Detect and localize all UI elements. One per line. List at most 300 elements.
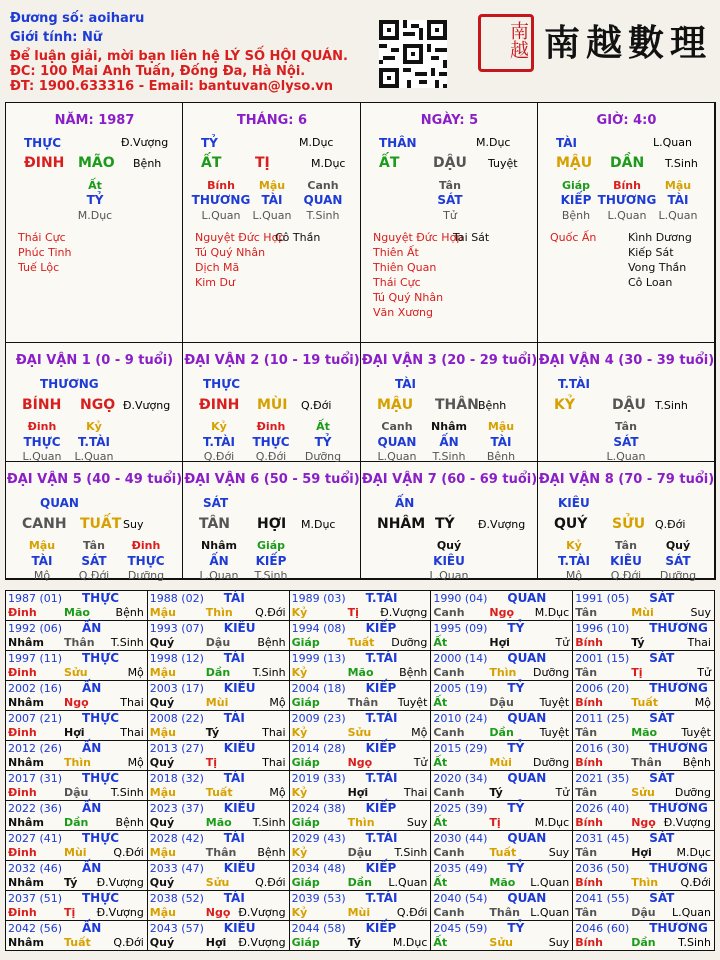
year-stage: Thai xyxy=(687,636,711,649)
pillar-title: GIỜ: 4:0 xyxy=(596,113,657,128)
year-branch: Tị xyxy=(489,816,501,829)
year-label: 2038 (52) xyxy=(149,892,204,905)
year-cell xyxy=(147,890,290,921)
hidden-stem: Nhâm xyxy=(431,420,467,433)
year-label: 2033 (47) xyxy=(149,862,204,875)
hidden-stem: Nhâm xyxy=(201,539,237,552)
year-ten-god: SÁT xyxy=(649,771,675,785)
owner-name: Đương số: aoiharu xyxy=(10,11,145,26)
ten-god-label: THƯƠNG xyxy=(40,377,99,391)
ten-god-label: TÀI xyxy=(556,136,578,150)
hidden-stage: L.Quan xyxy=(607,209,647,222)
year-label: 2045 (59) xyxy=(433,922,488,935)
year-cell xyxy=(5,830,148,861)
year-label: 2039 (53) xyxy=(291,892,346,905)
year-branch: Sửu xyxy=(631,786,655,799)
year-cell xyxy=(430,740,573,771)
year-stem: Canh xyxy=(433,606,465,619)
year-stem: Tân xyxy=(575,666,598,679)
year-stage: Dưỡng xyxy=(674,786,711,799)
pillar-title: NGÀY: 5 xyxy=(420,113,479,128)
year-label: 2019 (33) xyxy=(291,772,346,785)
year-stem: Kỷ xyxy=(291,606,308,619)
pillar-title: THÁNG: 6 xyxy=(236,113,308,128)
year-branch: Thân xyxy=(347,696,379,709)
year-stage: Mộ xyxy=(269,696,286,709)
ten-god-label: SÁT xyxy=(203,496,229,510)
year-cell xyxy=(147,650,290,681)
hidden-stage: T.Sinh xyxy=(306,209,340,222)
year-branch: Dậu xyxy=(489,696,514,709)
ten-god-label: QUAN xyxy=(40,496,79,510)
year-branch: Mùi xyxy=(205,696,229,709)
year-branch: Tuất xyxy=(489,846,517,859)
year-label: 2013 (27) xyxy=(149,742,204,755)
year-stem: Tân xyxy=(575,606,598,619)
year-branch: Dậu xyxy=(64,786,89,799)
year-ten-god: ẤN xyxy=(82,921,102,935)
year-branch: Tý xyxy=(347,936,361,949)
shen-sha-star: Tú Quý Nhân xyxy=(195,246,266,259)
year-stem: Mậu xyxy=(149,906,176,919)
year-label: 1998 (12) xyxy=(149,652,204,665)
year-stem: Mậu xyxy=(149,846,176,859)
year-cell xyxy=(430,710,573,741)
year-stage: Mộ xyxy=(127,756,144,769)
hidden-stem: Mậu xyxy=(487,420,515,433)
earthly-branch: NGỌ xyxy=(80,397,116,413)
year-ten-god: QUAN xyxy=(507,831,547,845)
phone-email-line: ĐT: 1900.633316 - Email: bantuvan@lyso.vn xyxy=(10,79,334,94)
year-branch: Tý xyxy=(489,786,503,799)
year-ten-god: QUAN xyxy=(507,591,547,605)
hidden-stage: Bệnh xyxy=(486,450,516,463)
year-stem: Giáp xyxy=(291,816,320,829)
year-label: 2016 (30) xyxy=(575,742,630,755)
shen-sha-star: Kiếp Sát xyxy=(628,246,674,259)
pillar-grid xyxy=(5,102,716,580)
year-stage: Q.Đới xyxy=(255,606,286,619)
year-cell xyxy=(430,680,573,711)
hidden-stage: Q.Đới xyxy=(78,569,110,582)
year-label: 2015 (29) xyxy=(433,742,488,755)
hidden-stem: Bính xyxy=(613,179,641,192)
year-branch: Sửu xyxy=(489,936,513,949)
hidden-stage: L.Quan xyxy=(606,450,646,463)
year-stem: Ất xyxy=(433,756,448,769)
ten-god-label: T.TÀI xyxy=(558,377,590,391)
year-branch: Ngọ xyxy=(489,606,515,619)
year-label: 1997 (11) xyxy=(8,652,63,665)
year-stem: Bính xyxy=(575,876,604,889)
year-stage: L.Quan xyxy=(388,876,428,889)
year-branch: Mùi xyxy=(489,756,512,769)
year-stage: Tuyệt xyxy=(397,696,428,709)
hidden-ten-god: QUAN xyxy=(303,193,343,207)
year-branch: Tuất xyxy=(631,696,658,709)
year-stem: Ất xyxy=(433,696,448,709)
shen-sha-star: Thái Cực xyxy=(18,231,66,244)
dai-van-cell xyxy=(183,462,361,582)
year-cell xyxy=(572,830,715,861)
shen-sha-star: Văn Xương xyxy=(373,306,433,319)
year-cell xyxy=(147,860,290,891)
year-stage: Đ.Vượng xyxy=(238,906,286,919)
year-stage: Bệnh xyxy=(115,816,144,829)
year-ten-god: KIẾP xyxy=(365,741,397,755)
year-branch: Tị xyxy=(347,606,359,619)
year-branch: Ngọ xyxy=(631,816,656,829)
hidden-stem: Tân xyxy=(83,539,105,552)
year-cell xyxy=(5,650,148,681)
year-ten-god: KIẾP xyxy=(365,861,397,875)
year-stage: Thai xyxy=(120,696,144,709)
year-cell xyxy=(572,890,715,921)
ten-god-label: ẤN xyxy=(395,496,415,510)
year-branch: Tý xyxy=(205,726,220,739)
branch-stage: Đ.Vượng xyxy=(123,399,171,412)
year-branch: Hợi xyxy=(64,726,85,739)
address-line: ĐC: 100 Mai Anh Tuấn, Đống Đa, Hà Nội. xyxy=(10,64,306,79)
ten-god-label: THỰC xyxy=(203,377,241,391)
branch-stage: Tuyệt xyxy=(488,157,518,170)
year-stem: Kỷ xyxy=(291,786,308,799)
year-cell xyxy=(5,620,148,651)
year-label: 2000 (14) xyxy=(433,652,488,665)
year-stem: Mậu xyxy=(149,666,176,679)
year-stem: Canh xyxy=(433,666,465,679)
year-branch: Thân xyxy=(631,756,662,769)
year-branch: Dần xyxy=(205,666,231,679)
hidden-stage: L.Quan xyxy=(74,450,114,463)
year-stage: T.Sinh xyxy=(110,786,144,799)
year-stage: Q.Đới xyxy=(113,846,144,859)
year-stem: Bính xyxy=(575,756,604,769)
year-label: 2032 (46) xyxy=(8,862,63,875)
year-cell xyxy=(289,710,432,741)
contact-line: Để luận giải, mời bạn liên hệ LÝ SỐ HỘI QUÁN. xyxy=(10,49,348,64)
year-ten-god: THƯƠNG xyxy=(649,801,708,815)
earthly-branch: MÙI xyxy=(257,397,288,413)
year-branch: Thìn xyxy=(205,606,233,619)
year-stem: Ất xyxy=(433,636,448,649)
year-cell xyxy=(147,740,290,771)
year-ten-god: THƯƠNG xyxy=(649,741,708,755)
heavenly-stem: KỶ xyxy=(554,397,575,413)
shen-sha-star: Quốc Ấn xyxy=(550,231,597,244)
year-stem: Giáp xyxy=(291,636,320,649)
hidden-stem: Kỷ xyxy=(211,420,227,433)
year-ten-god: KIÊU xyxy=(223,801,256,815)
hidden-ten-god: QUAN xyxy=(377,435,417,449)
year-stem: Đinh xyxy=(8,666,37,679)
hidden-stem: Đinh xyxy=(131,539,161,552)
year-ten-god: KIÊU xyxy=(223,621,256,635)
year-cell xyxy=(147,800,290,831)
year-stem: Tân xyxy=(575,846,598,859)
branch-stage: Bệnh xyxy=(133,157,162,170)
hidden-stem: Canh xyxy=(307,179,339,192)
pillar-cell xyxy=(538,103,715,343)
earthly-branch: HỢI xyxy=(257,516,287,532)
year-ten-god: QUAN xyxy=(507,771,547,785)
year-ten-god: TÀI xyxy=(223,591,245,605)
year-ten-god: T.TÀI xyxy=(365,771,398,785)
year-cell xyxy=(572,800,715,831)
year-stage: Đ.Vượng xyxy=(96,906,144,919)
hidden-ten-god: SÁT xyxy=(613,435,639,449)
year-ten-god: T.TÀI xyxy=(365,891,398,905)
year-ten-god: SÁT xyxy=(649,651,675,665)
year-ten-god: SÁT xyxy=(649,831,675,845)
dai-van-cell xyxy=(361,462,538,582)
year-stem: Đinh xyxy=(8,846,37,859)
year-label: 2044 (58) xyxy=(291,922,346,935)
year-stem: Ất xyxy=(433,816,448,829)
qr-code-icon xyxy=(379,20,447,88)
heavenly-stem: ẤT xyxy=(379,155,400,171)
year-label: 2041 (55) xyxy=(575,892,630,905)
year-label: 2027 (41) xyxy=(8,832,63,845)
year-stage: Dưỡng xyxy=(533,666,570,679)
year-stage: Bệnh xyxy=(399,666,428,679)
year-branch: Tị xyxy=(631,666,643,679)
year-ten-god: TỶ xyxy=(507,801,525,815)
year-label: 2003 (17) xyxy=(149,682,204,695)
earthly-branch: SỬU xyxy=(612,516,646,532)
heavenly-stem: CANH xyxy=(22,516,67,532)
year-branch: Dậu xyxy=(631,906,656,919)
hidden-stem: Tân xyxy=(615,420,637,433)
year-stage: Suy xyxy=(548,936,570,949)
year-branch: Tuất xyxy=(347,636,375,649)
year-stem: Quý xyxy=(149,636,175,649)
year-stem: Nhâm xyxy=(8,696,44,709)
year-ten-god: KIÊU xyxy=(223,681,256,695)
year-cell xyxy=(572,740,715,771)
year-cell xyxy=(572,590,715,621)
dai-van-cell xyxy=(538,343,715,462)
year-stage: Q.Đới xyxy=(396,906,428,919)
year-stage: Dưỡng xyxy=(533,756,570,769)
dai-van-title: ĐẠI VẬN 3 (20 - 29 tuổi) xyxy=(361,353,538,368)
year-ten-god: THỰC xyxy=(82,591,120,605)
year-label: 2004 (18) xyxy=(291,682,346,695)
year-branch: Dần xyxy=(489,726,514,739)
year-ten-god: ẤN xyxy=(82,681,102,695)
hidden-stage: Dưỡng xyxy=(304,450,342,463)
dai-van-title: ĐẠI VẬN 4 (30 - 39 tuổi) xyxy=(538,353,715,368)
year-ten-god: QUAN xyxy=(507,891,547,905)
year-ten-god: THỰC xyxy=(82,831,120,845)
hidden-ten-god: TÀI xyxy=(667,193,689,207)
year-stem: Mậu xyxy=(149,786,176,799)
year-stage: Tuyệt xyxy=(539,696,570,709)
hidden-ten-god: KIẾP xyxy=(560,193,592,207)
year-ten-god: THỰC xyxy=(82,711,120,725)
dai-van-cell xyxy=(6,343,183,462)
stage-label: L.Quan xyxy=(653,136,692,149)
year-label: 2001 (15) xyxy=(575,652,630,665)
year-ten-god: KIÊU xyxy=(223,741,256,755)
year-stem: Canh xyxy=(433,786,465,799)
year-ten-god: ẤN xyxy=(82,861,102,875)
hidden-stem: Canh xyxy=(381,420,413,433)
year-stage: T.Sinh xyxy=(252,666,286,679)
year-stage: Bệnh xyxy=(257,846,286,859)
dai-van-title: ĐẠI VẬN 6 (50 - 59 tuổi) xyxy=(184,472,360,487)
year-label: 2005 (19) xyxy=(433,682,488,695)
year-branch: Mùi xyxy=(64,846,87,859)
dai-van-cell xyxy=(538,462,715,582)
year-stem: Tân xyxy=(575,906,598,919)
hidden-stage: Bệnh xyxy=(561,209,591,222)
year-ten-god: THƯƠNG xyxy=(649,681,708,695)
year-label: 2021 (35) xyxy=(575,772,630,785)
branch-stage: T.Sinh xyxy=(665,157,698,170)
year-stage: Suy xyxy=(690,606,711,619)
year-stem: Tân xyxy=(575,786,598,799)
year-stem: Bính xyxy=(575,636,604,649)
year-cell xyxy=(5,860,148,891)
year-branch: Tý xyxy=(64,876,78,889)
hidden-ten-god: T.TÀI xyxy=(558,554,590,568)
year-cell xyxy=(289,890,432,921)
year-cell xyxy=(289,680,432,711)
earthly-branch: DẬU xyxy=(433,155,467,171)
year-cell xyxy=(572,920,715,951)
year-label: 2002 (16) xyxy=(8,682,63,695)
hidden-ten-god: TÀI xyxy=(261,193,283,207)
year-ten-god: THỰC xyxy=(82,771,120,785)
year-stem: Canh xyxy=(433,726,465,739)
pillar-cell xyxy=(183,103,361,343)
year-branch: Mão xyxy=(489,876,516,889)
year-cell xyxy=(147,920,290,951)
year-stage: M.Dục xyxy=(392,936,428,949)
year-stage: Mộ xyxy=(411,726,428,739)
year-ten-god: QUAN xyxy=(507,711,547,725)
hidden-ten-god: THƯƠNG xyxy=(597,193,657,207)
year-label: 2035 (49) xyxy=(433,862,488,875)
year-label: 2026 (40) xyxy=(575,802,630,815)
shen-sha-star: Thiên Quan xyxy=(373,261,437,274)
year-stage: Thai xyxy=(120,726,144,739)
year-stem: Đinh xyxy=(8,786,37,799)
hidden-stem: Mậu xyxy=(258,179,286,192)
year-label: 2018 (32) xyxy=(149,772,204,785)
dai-van-cell xyxy=(6,462,183,582)
ten-god-label: TÀI xyxy=(395,377,417,391)
earthly-branch: DẦN xyxy=(610,155,645,171)
shen-sha-star: Nguyệt Đức Hợp xyxy=(195,231,286,244)
hidden-stage: Dưỡng xyxy=(127,569,165,582)
year-stem: Bính xyxy=(575,816,604,829)
branch-stage: M.Dục xyxy=(301,518,336,531)
year-branch: Thìn xyxy=(64,756,91,769)
year-ten-god: KIẾP xyxy=(365,801,397,815)
gender: Giới tính: Nữ xyxy=(10,30,103,45)
year-ten-god: KIẾP xyxy=(365,921,397,935)
year-ten-god: TỶ xyxy=(507,681,525,695)
year-stage: Thai xyxy=(403,786,428,799)
dai-van-title: ĐẠI VẬN 7 (60 - 69 tuổi) xyxy=(361,472,538,487)
year-ten-god: TÀI xyxy=(223,651,245,665)
year-stem: Nhâm xyxy=(8,876,44,889)
year-cell xyxy=(289,620,432,651)
year-cell xyxy=(430,920,573,951)
year-label: 2011 (25) xyxy=(575,712,630,725)
year-stage: Đ.Vượng xyxy=(238,936,286,949)
year-ten-god: TỶ xyxy=(507,921,525,935)
year-stage: Suy xyxy=(406,816,428,829)
year-stem: Quý xyxy=(149,756,175,769)
year-stem: Quý xyxy=(149,936,175,949)
year-label: 2025 (39) xyxy=(433,802,488,815)
year-stage: Q.Đới xyxy=(255,876,286,889)
year-stem: Canh xyxy=(433,906,465,919)
hidden-stem: Giáp xyxy=(256,539,286,552)
year-stem: Giáp xyxy=(291,936,320,949)
year-label: 1991 (05) xyxy=(575,592,630,605)
year-stage: Mộ xyxy=(127,666,144,679)
year-stem: Kỷ xyxy=(291,906,308,919)
hidden-ten-god: TỶ xyxy=(86,193,104,207)
year-ten-god: QUAN xyxy=(507,651,547,665)
year-stage: T.Sinh xyxy=(394,846,428,859)
shen-sha-star: Tú Quý Nhân xyxy=(373,291,444,304)
hidden-ten-god: SÁT xyxy=(665,554,691,568)
year-label: 2046 (60) xyxy=(575,922,630,935)
hidden-ten-god: SÁT xyxy=(437,193,463,207)
year-label: 2006 (20) xyxy=(575,682,630,695)
hidden-stage: Q.Đới xyxy=(203,450,235,463)
hidden-stem: Bính xyxy=(207,179,235,192)
year-label: 1987 (01) xyxy=(8,592,63,605)
year-ten-god: TỶ xyxy=(507,621,525,635)
year-stem: Kỷ xyxy=(291,846,308,859)
year-cell xyxy=(572,710,715,741)
year-ten-god: SÁT xyxy=(649,891,675,905)
hidden-ten-god: T.TÀI xyxy=(78,435,110,449)
year-ten-god: KIẾP xyxy=(365,621,397,635)
year-branch: Tị xyxy=(64,906,76,919)
year-ten-god: T.TÀI xyxy=(365,651,398,665)
year-stem: Đinh xyxy=(8,726,37,739)
year-label: 2009 (23) xyxy=(291,712,346,725)
year-cell xyxy=(572,860,715,891)
heavenly-stem: MẬU xyxy=(556,155,593,171)
year-branch: Sửu xyxy=(205,876,230,889)
hidden-stem: Quý xyxy=(665,539,691,552)
year-label: 2012 (26) xyxy=(8,742,63,755)
year-stem: Bính xyxy=(575,696,604,709)
hidden-stage: L.Quan xyxy=(22,450,62,463)
year-branch: Dậu xyxy=(347,846,372,859)
year-cell xyxy=(147,830,290,861)
year-label: 1988 (02) xyxy=(149,592,204,605)
year-label: 2043 (57) xyxy=(149,922,204,935)
year-cell xyxy=(5,890,148,921)
hidden-stem: Tân xyxy=(439,179,461,192)
year-branch: Thìn xyxy=(631,876,659,889)
year-ten-god: TÀI xyxy=(223,711,245,725)
year-stem: Tân xyxy=(575,726,598,739)
hidden-stage: L.Quan xyxy=(429,569,469,582)
hidden-stage: L.Quan xyxy=(252,209,292,222)
year-cell xyxy=(430,620,573,651)
dai-van-cell xyxy=(361,343,538,462)
